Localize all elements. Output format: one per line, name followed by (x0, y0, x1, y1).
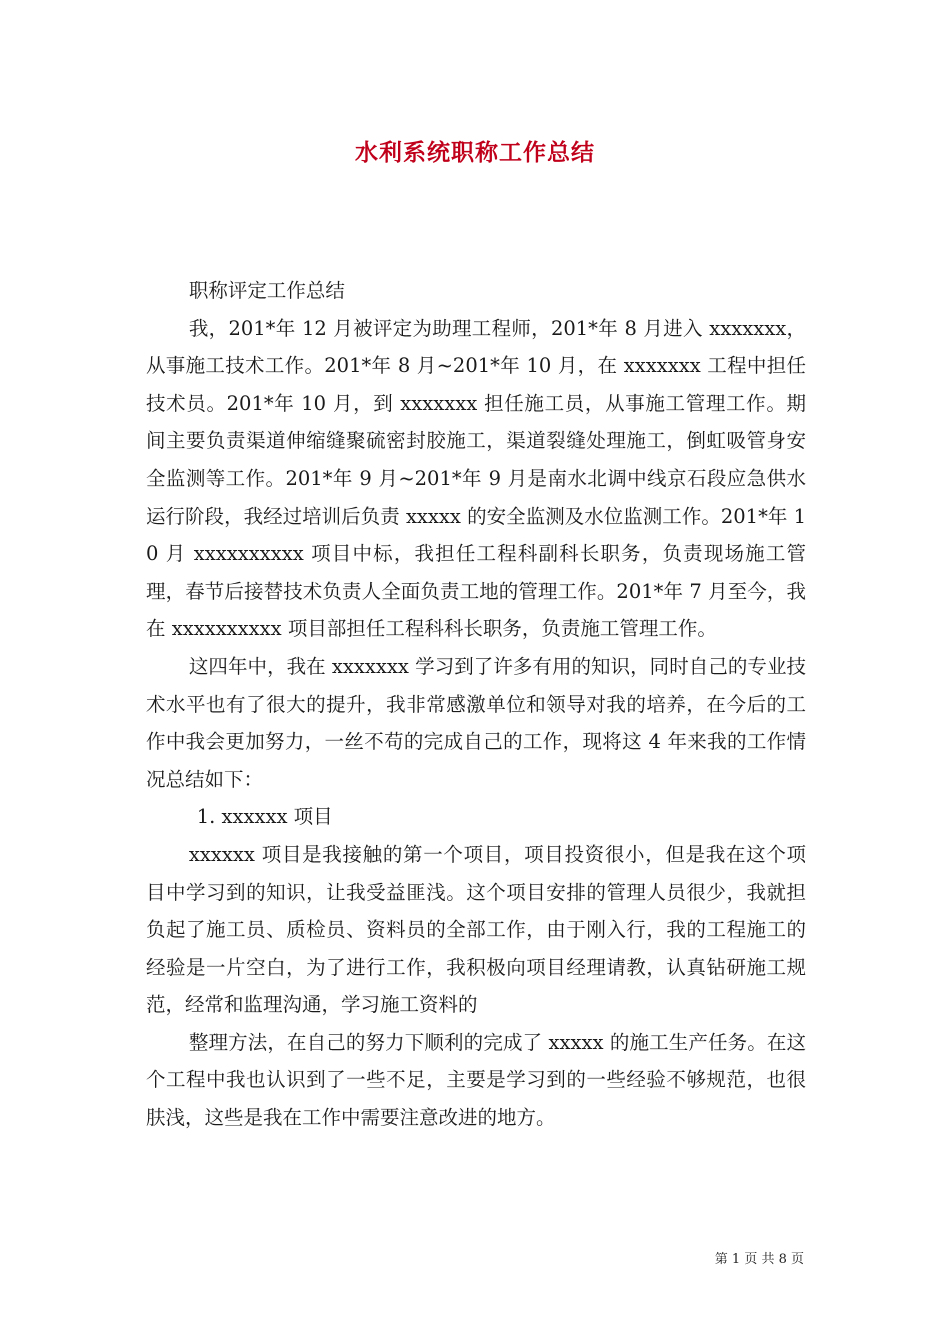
paragraph: 这四年中，我在 xxxxxxx 学习到了许多有用的知识，同时自己的专业技术水平也有了很大的提升，我非常感激单位和领导对我的培养，在今后的工作中我会更加努力，一丝不苟的完成自己的工作，现将这 4 年来我的工作情况总结如下： (146, 654, 806, 791)
section-heading: 职称评定工作总结 (188, 279, 345, 302)
page-title: 水利系统职称工作总结 (355, 139, 595, 166)
page-number: 第 1 页 共 8 页 (714, 1252, 804, 1267)
paragraph: xxxxxx 项目是我接触的第一个项目，项目投资很小，但是我在这个项目中学习到的知识，让我受益匪浅。这个项目安排的管理人员很少，我就担负起了施工员、质检员、资料员的全部工作，由于刚入行，我的工程施工的经验是一片空白，为了进行工作，我积极向项目经理请教，认真钻研施工规范，经常和监理沟通，学习施工资料的 (146, 842, 806, 1017)
document-body (146, 272, 806, 1137)
paragraph: 整理方法，在自己的努力下顺利的完成了 xxxxx 的施工生产任务。在这个工程中我也认识到了一些不足，主要是学习到的一些经验不够规范，也很肤浅，这些是我在工作中需要注意改进的地方。 (146, 1030, 806, 1130)
list-heading: 1. xxxxxx 项目 (196, 805, 333, 829)
paragraph: 我，201*年 12 月被评定为助理工程师，201*年 8 月进入 xxxxxxx，从事施工技术工作。201*年 8 月~201*年 10 月，在 xxxxxxx 工程中担任技术员。201*年 10 月，到 xxxxxxx 担任施工员，从事施工管理工作。期间主要负责渠道伸缩缝聚硫密封胶施工，渠道裂缝处理施工，倒虹吸管身安全监测等工作。201*年 9 月~201*年 9 月是南水北调中线京石段应急供水运行阶段，我经过培训后负责 xxxxx 的安全监测及水位监测工作。201*年 10 月 xxxxxxxxxx 项目中标，我担任工程科副科长职务，负责现场施工管理，春节后接替技术负责人全面负责工地的管理工作。201*年 7 月至今，我在 xxxxxxxxxx 项目部担任工程科科长职务，负责施工管理工作。 (146, 316, 806, 641)
